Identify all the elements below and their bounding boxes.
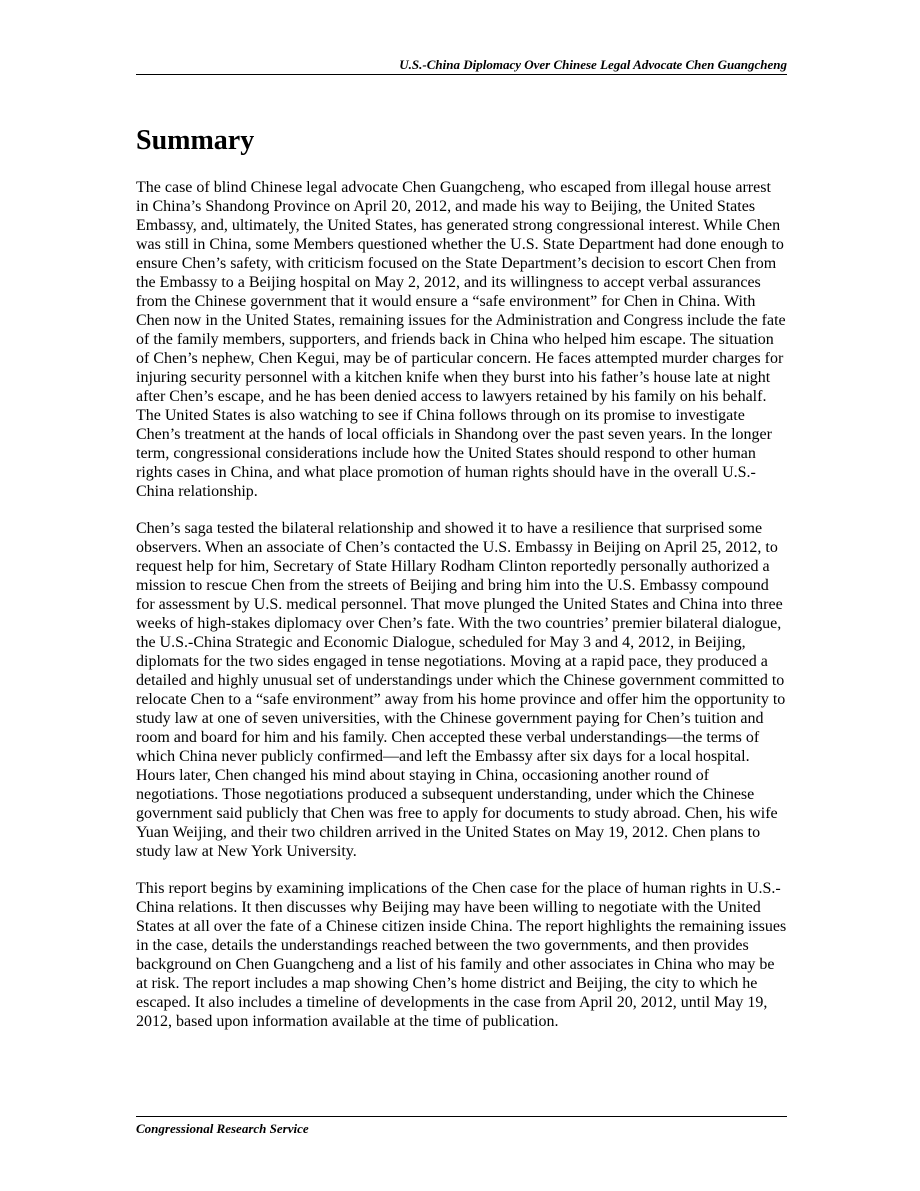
footer-divider [136,1116,787,1117]
page-title: Summary [136,125,255,156]
summary-body [136,178,787,1049]
paragraph: The case of blind Chinese legal advocate Chen Guangcheng, who escaped from illegal house arrest in China’s Shandong Province on April 20, 2012, and made his way to Beijing, the United States Embassy, and, ultimately, the United States, has generated strong congressional interest. While Chen was still in China, some Members questioned whether the U.S. State Department had done enough to ensure Chen’s safety, with criticism focused on the State Department’s decision to escort Chen from the Embassy to a Beijing hospital on May 2, 2012, and its willingness to accept verbal assurances from the Chinese government that it would ensure a “safe environment” for Chen in China. With Chen now in the United States, remaining issues for the Administration and Congress include the fate of the family members, supporters, and friends back in China who helped him escape. The situation of Chen’s nephew, Chen Kegui, may be of particular concern. He faces attempted murder charges for injuring security personnel with a kitchen knife when they burst into his father’s house late at night after Chen’s escape, and he has been denied access to lawyers retained by his family on his behalf. The United States is also watching to see if China follows through on its promise to investigate Chen’s treatment at the hands of local officials in Shandong over the past seven years. In the longer term, congressional considerations include how the United States should respond to other human rights cases in China, and what place promotion of human rights should have in the overall U.S.-China relationship. [136,179,786,500]
running-header: U.S.-China Diplomacy Over Chinese Legal Advocate Chen Guangcheng [399,57,787,72]
paragraph: This report begins by examining implications of the Chen case for the place of human rights in U.S.-China relations. It then discusses why Beijing may have been willing to negotiate with the United States at all over the fate of a Chinese citizen inside China. The report highlights the remaining issues in the case, details the understandings reached between the two governments, and then provides background on Chen Guangcheng and a list of his family and other associates in China who may be at risk. The report includes a map showing Chen’s home district and Beijing, the city to which he escaped. It also includes a timeline of developments in the case from April 20, 2012, until May 19, 2012, based upon information available at the time of publication. [136,880,787,1030]
header-divider [136,74,787,75]
running-footer: Congressional Research Service [136,1121,309,1136]
paragraph: Chen’s saga tested the bilateral relationship and showed it to have a resilience that surprised some observers. When an associate of Chen’s contacted the U.S. Embassy in Beijing on April 25, 2012, to request help for him, Secretary of State Hillary Rodham Clinton reportedly personally authorized a mission to rescue Chen from the streets of Beijing and bring him into the U.S. Embassy compound for assessment by U.S. medical personnel. That move plunged the United States and China into three weeks of high-stakes diplomacy over Chen’s fate. With the two countries’ premier bilateral dialogue, the U.S.-China Strategic and Economic Dialogue, scheduled for May 3 and 4, 2012, in Beijing, diplomats for the two sides engaged in tense negotiations. Moving at a rapid pace, they produced a detailed and highly unusual set of understandings under which the Chinese government committed to relocate Chen to a “safe environment” away from his home province and offer him the opportunity to study law at one of seven universities, with the Chinese government paying for Chen’s tuition and room and board for him and his family. Chen accepted these verbal understandings—the terms of which China never publicly confirmed—and left the Embassy after six days for a local hospital. Hours later, Chen changed his mind about staying in China, occasioning another round of negotiations. Those negotiations produced a subsequent understanding, under which the Chinese government said publicly that Chen was free to apply for documents to study abroad. Chen, his wife Yuan Weijing, and their two children arrived in the United States on May 19, 2012. Chen plans to study law at New York University. [136,520,786,860]
